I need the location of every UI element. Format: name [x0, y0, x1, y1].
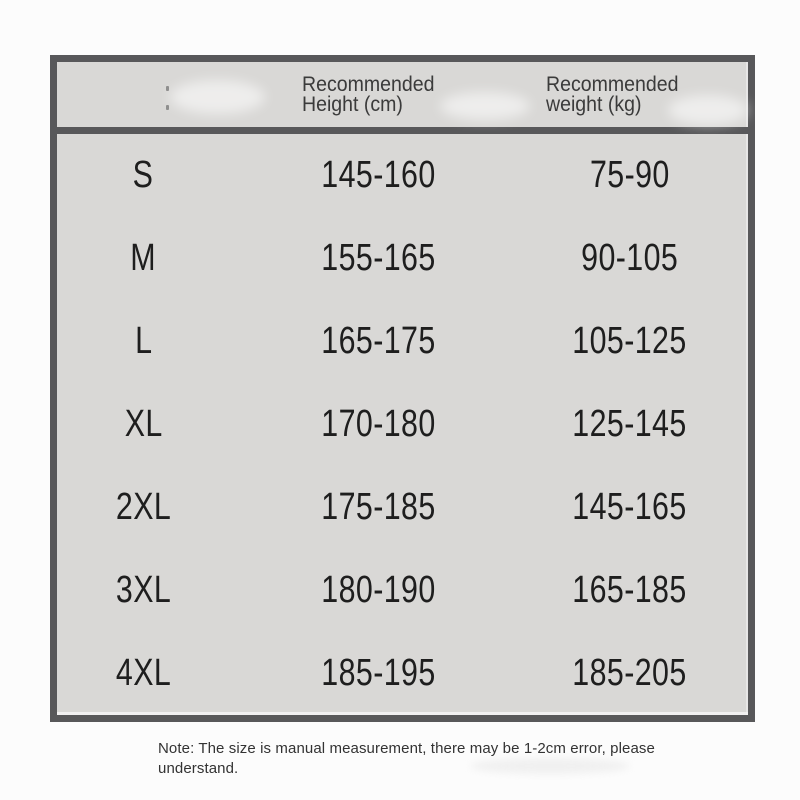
weight-value: 105-125	[572, 320, 687, 362]
header-weight-line1: Recommended	[546, 72, 679, 96]
note-text	[158, 739, 655, 779]
height-cell	[230, 383, 527, 466]
weight-cell	[519, 632, 740, 715]
header-size-cell	[57, 62, 230, 127]
height-cell	[230, 466, 527, 549]
table-header-row	[57, 62, 748, 134]
weight-value: 145-165	[572, 486, 687, 528]
weight-value: 165-185	[572, 569, 687, 611]
header-height-label	[302, 72, 435, 116]
size-cell	[57, 300, 230, 383]
height-value: 145-160	[321, 154, 436, 196]
header-weight-cell	[527, 62, 748, 127]
height-cell	[230, 549, 527, 632]
weight-value: 125-145	[572, 403, 687, 445]
header-weight-line2: weight (kg)	[546, 92, 642, 116]
size-cell	[57, 134, 230, 217]
size-cell	[57, 549, 230, 632]
height-cell	[230, 300, 527, 383]
weight-cell	[519, 383, 740, 466]
size-value: 3XL	[115, 569, 172, 611]
table-row	[57, 632, 748, 715]
header-weight-label	[546, 72, 679, 116]
table-row	[57, 549, 748, 632]
height-value: 155-165	[321, 237, 436, 279]
size-cell	[57, 217, 230, 300]
height-cell	[230, 134, 527, 217]
weight-cell	[519, 300, 740, 383]
note-line2: understand.	[158, 760, 239, 777]
height-value: 185-195	[321, 652, 436, 694]
height-cell	[230, 217, 527, 300]
table-row	[57, 134, 748, 217]
header-height-cell	[230, 62, 527, 127]
height-value: 180-190	[321, 569, 436, 611]
header-height-line1: Recommended	[302, 72, 435, 96]
height-value: 170-180	[321, 403, 436, 445]
table-row	[57, 383, 748, 466]
height-value: 165-175	[321, 320, 436, 362]
size-value: XL	[124, 403, 163, 445]
weight-value: 75-90	[589, 154, 670, 196]
weight-value: 90-105	[580, 237, 678, 279]
weight-cell	[519, 549, 740, 632]
size-cell	[57, 632, 230, 715]
note-line1: Note: The size is manual measurement, there may be 1-2cm error, please	[158, 740, 655, 757]
weight-cell	[519, 466, 740, 549]
table-body	[57, 134, 748, 715]
header-height-line2: Height (cm)	[302, 92, 404, 116]
weight-cell	[519, 217, 740, 300]
size-chart-table	[50, 55, 755, 722]
height-value: 175-185	[321, 486, 436, 528]
size-cell	[57, 383, 230, 466]
size-value: 2XL	[115, 486, 172, 528]
weight-value: 185-205	[572, 652, 687, 694]
weight-cell	[519, 134, 740, 217]
table-row	[57, 217, 748, 300]
table-row	[57, 300, 748, 383]
size-value: 4XL	[115, 652, 172, 694]
table-row	[57, 466, 748, 549]
size-cell	[57, 466, 230, 549]
size-value: L	[134, 320, 153, 362]
height-cell	[230, 632, 527, 715]
size-value: S	[133, 154, 154, 196]
size-value: M	[130, 237, 157, 279]
